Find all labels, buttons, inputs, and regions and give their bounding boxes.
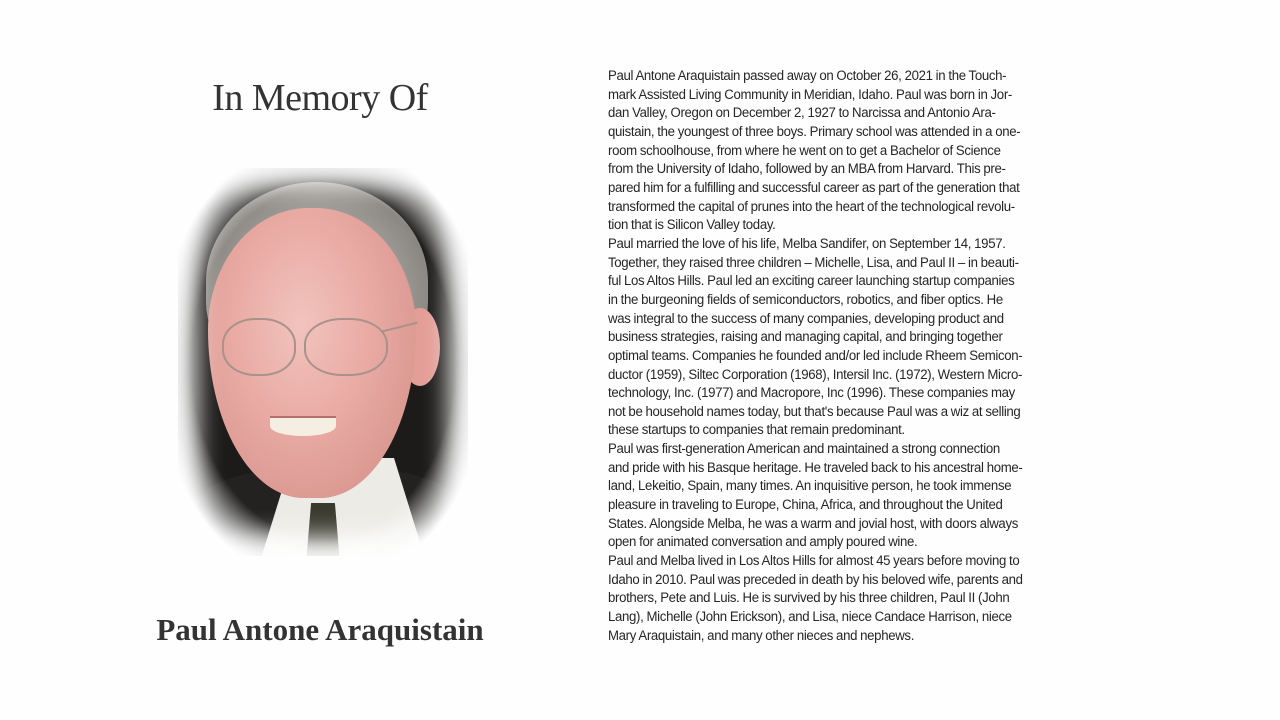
text-line: ductor (1959), Siltec Corporation (1968), Intersil Inc. (1972), Western Micro- [608, 366, 1023, 383]
obituary-paragraph-3 [608, 440, 1060, 552]
text-line: business strategies, raising and managing capital, and bringing together [608, 329, 1003, 346]
text-line: dan Valley, Oregon on December 2, 1927 to Narcissa and Antonio Ara- [608, 105, 996, 122]
text-line: in the burgeoning fields of semiconductors, robotics, and fiber optics. He [608, 291, 1003, 308]
text-line: Idaho in 2010. Paul was preceded in death by his beloved wife, parents and [608, 571, 1023, 588]
text-line: quistain, the youngest of three boys. Primary school was attended in a one- [608, 123, 1021, 140]
text-line: from the University of Idaho, followed by an MBA from Harvard. This pre- [608, 161, 1006, 178]
text-line: open for animated conversation and amply poured wine. [608, 534, 918, 551]
text-line: States. Alongside Melba, he was a warm and jovial host, with doors always [608, 515, 1018, 532]
text-line: mark Assisted Living Community in Meridian, Idaho. Paul was born in Jor- [608, 86, 1012, 103]
obituary-paragraph-1 [608, 67, 1060, 235]
text-line: Together, they raised three children – Michelle, Lisa, and Paul II – in beauti- [608, 254, 1019, 271]
text-line: technology, Inc. (1977) and Macropore, Inc (1996). These companies may [608, 385, 1015, 402]
portrait-photo [178, 168, 468, 556]
portrait-smile [270, 416, 336, 436]
text-line: not be household names today, but that's because Paul was a wiz at selling [608, 403, 1021, 420]
text-line: land, Lekeitio, Spain, many times. An inquisitive person, he took immense [608, 478, 1012, 495]
text-line: and pride with his Basque heritage. He traveled back to his ancestral home- [608, 459, 1023, 476]
portrait-glasses-left-lens [222, 318, 296, 376]
text-line: Mary Araquistain, and many other nieces and nephews. [608, 627, 915, 644]
text-line: brothers, Pete and Luis. He is survived by his three children, Paul II (John [608, 590, 1010, 607]
text-line: tion that is Silicon Valley today. [608, 217, 776, 234]
text-line: Paul and Melba lived in Los Altos Hills for almost 45 years before moving to [608, 553, 1020, 570]
text-line: Paul married the love of his life, Melba Sandifer, on September 14, 1957. [608, 235, 1006, 252]
obituary-paragraph-2 [608, 235, 1060, 440]
text-line: pleasure in traveling to Europe, China, Africa, and throughout the United [608, 497, 1003, 514]
memorial-heading: In Memory Of [212, 77, 428, 119]
text-line: Lang), Michelle (John Erickson), and Lisa, niece Candace Harrison, niece [608, 609, 1012, 626]
portrait-tie [306, 503, 340, 556]
obituary-paragraph-4 [608, 552, 1060, 645]
text-line: Paul was first-generation American and maintained a strong connection [608, 441, 1000, 458]
obituary-text [608, 67, 1060, 645]
text-line: ful Los Altos Hills. Paul led an exciting career launching startup companies [608, 273, 1015, 290]
memorial-left-column [120, 0, 520, 720]
portrait-glasses-right-lens [304, 318, 388, 376]
text-line: was integral to the success of many companies, developing product and [608, 310, 1004, 327]
text-line: pared him for a fulfilling and successful career as part of the generation that [608, 179, 1020, 196]
text-line: room schoolhouse, from where he went on to get a Bachelor of Science [608, 142, 1001, 159]
text-line: transformed the capital of prunes into the heart of the technological revolu- [608, 198, 1015, 215]
text-line: these startups to companies that remain predominant. [608, 422, 905, 439]
deceased-name: Paul Antone Araquistain [156, 612, 484, 647]
text-line: Paul Antone Araquistain passed away on October 26, 2021 in the Touch- [608, 68, 1007, 84]
text-line: optimal teams. Companies he founded and/or led include Rheem Semicon- [608, 347, 1023, 364]
